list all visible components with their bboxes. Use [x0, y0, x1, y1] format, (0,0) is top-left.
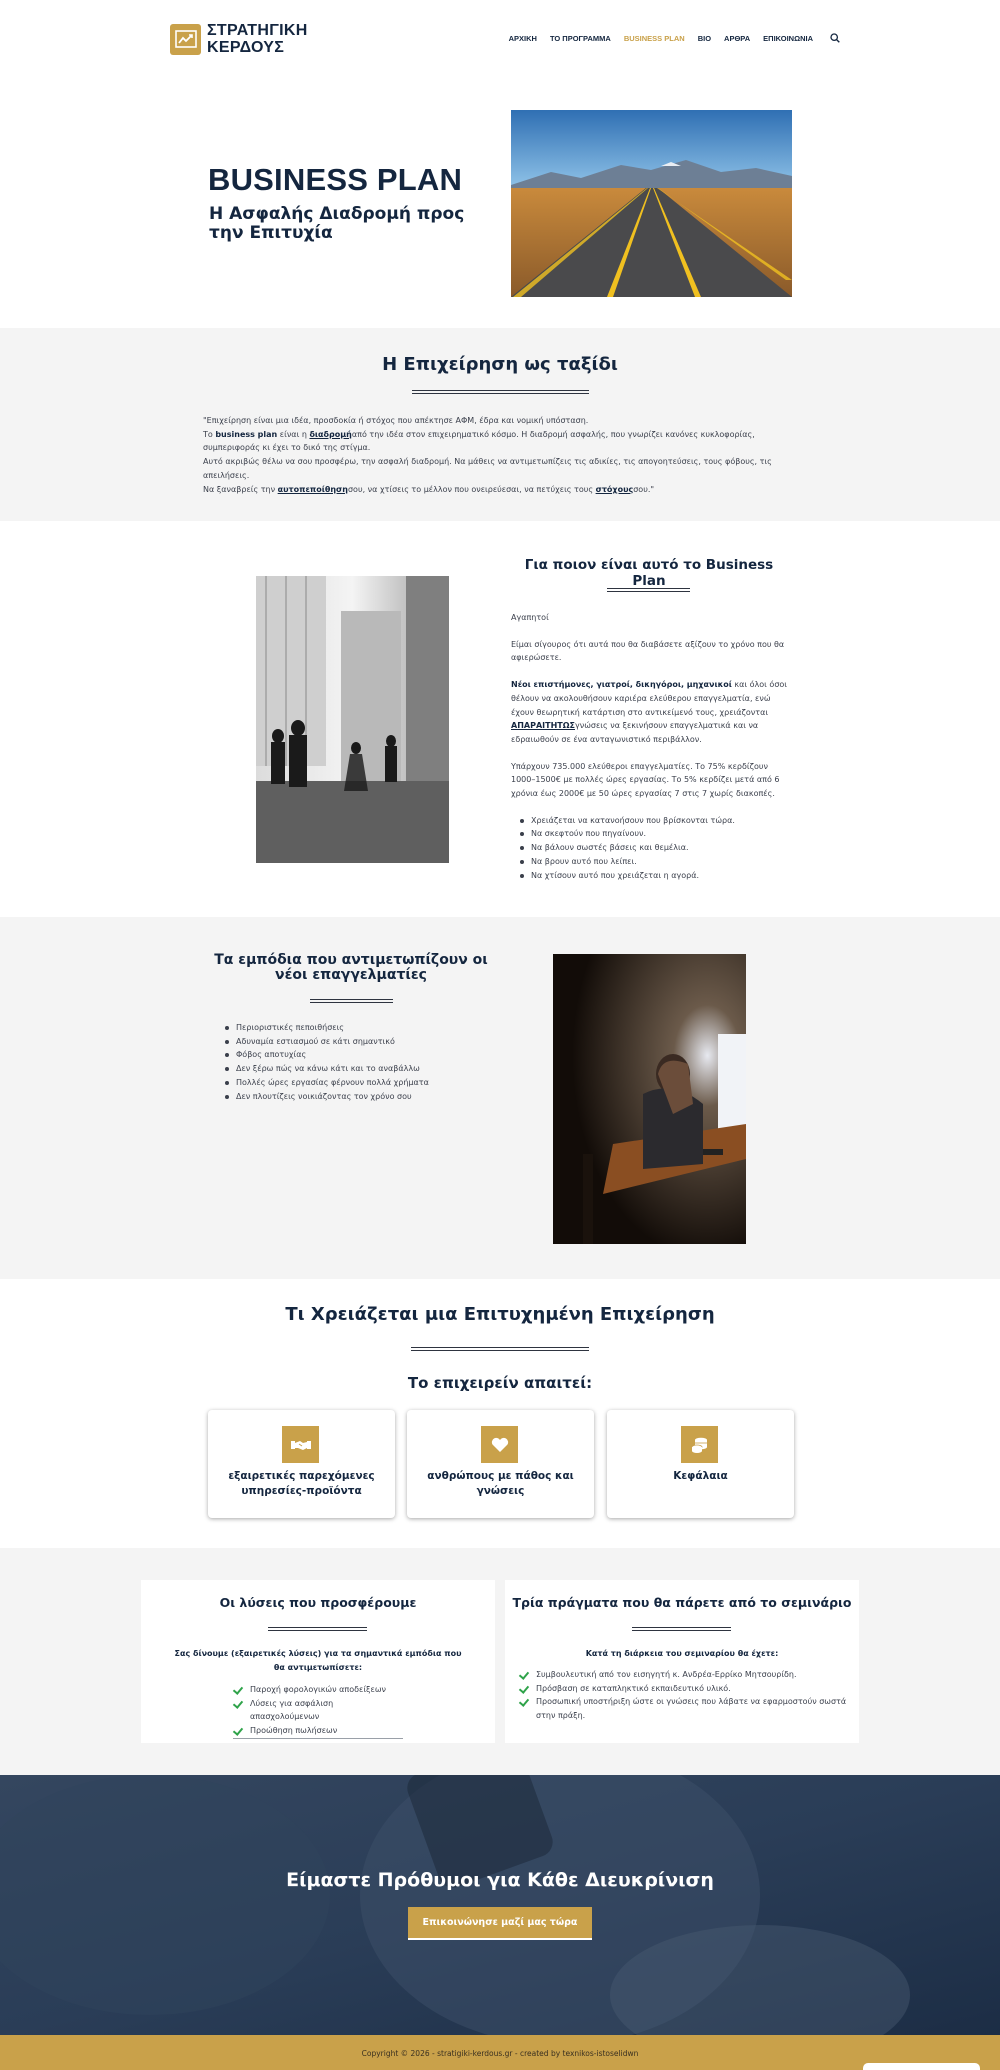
- floating-chip[interactable]: [863, 2063, 980, 2070]
- list-item: Παροχή φορολογικών αποδείξεων: [233, 1683, 403, 1697]
- card-services: [208, 1410, 395, 1518]
- journey-line4-c: σου, να χτίσεις το μέλλον που ονειρεύεσαι, να πετύχεις τους: [347, 484, 596, 494]
- list-item: Δεν ξέρω πώς να κάνω κάτι και το αναβάλλω: [216, 1062, 516, 1076]
- journey-text: [203, 414, 803, 496]
- audience-p2: [511, 678, 787, 747]
- audience-professions: Νέοι επιστήμονες, γιατροί, δικηγόροι, μηχανικοί: [511, 680, 732, 690]
- office-people-image: [256, 576, 449, 863]
- list-item: Προσωπική υποστήριξη ώστε οι γνώσεις που λάβατε να εφαρμοστούν σωστά στην πράξη.: [519, 1695, 847, 1722]
- solutions-intro: Σας δίνουμε (εξαιρετικές λύσεις) για τα σημαντικά εμπόδια που θα αντιμετωπίσετε:: [174, 1649, 462, 1672]
- coins-icon: [681, 1426, 718, 1463]
- needs-title: Τι Χρειάζεται μια Επιτυχημένη Επιχείρηση: [285, 1304, 715, 1325]
- cta-section: [0, 1775, 1000, 2035]
- journey-line2-e: από την ιδέα στον επιχειρηματικό κόσμο. Η διαδρομή ασφαλής, που γνωρίζει κανόνες κυκλοφορίας, συμπεριφοράς κι έχει το δικό της στίγμα.: [203, 429, 755, 453]
- hero-title: BUSINESS PLAN: [208, 162, 463, 197]
- seminar-list: [519, 1668, 847, 1722]
- nav-item-contact[interactable]: ΕΠΙΚΟΙΝΩΝΙΑ: [763, 33, 813, 43]
- list-item: Φόβος αποτυχίας: [216, 1048, 516, 1062]
- seminar-intro: Κατά τη διάρκεια του σεμιναρίου θα έχετε:: [585, 1649, 779, 1658]
- logo-line1: ΣΤΡΑΤΗΓΙΚΗ: [207, 22, 308, 39]
- obstacles-section: [0, 917, 1000, 1279]
- offers-section: [0, 1548, 1000, 1775]
- audience-p3: Υπάρχουν 735.000 ελεύθεροι επαγγελματίες. Το 75% κερδίζουν 1000–1500€ με πολλές ώρες εργασίας. Το 5% κερδίζει μετά από 6 χρόνια έως 2000€ με 50 ώρες εργασίας 7 στις 7 χωρίς διακοπές.: [511, 761, 780, 799]
- double-divider: [632, 1627, 731, 1631]
- list-item: Πρόσβαση σε καταπληκτικό εκπαιδευτικό υλικό.: [519, 1682, 847, 1696]
- audience-greeting: Αγαπητοί: [511, 613, 549, 622]
- logo-line2: ΚΕΡΔΟΥΣ: [207, 39, 285, 56]
- journey-line4-a: Να ξαναβρείς την: [203, 484, 278, 494]
- card-capital: [607, 1410, 794, 1518]
- audience-list: [511, 814, 787, 883]
- journey-line1: "Επιχείρηση είναι μια ιδέα, προσδοκία ή στόχος που απέκτησε ΑΦΜ, έδρα και νομική υπόσταση.: [203, 416, 589, 425]
- solutions-list: [233, 1683, 403, 1739]
- site-footer: [0, 2035, 1000, 2070]
- audience-p2-a: και όλοι όσοι θέλουν να ακολουθήσουν καριέρα ελεύθερου επαγγελματία, ενώ έχουν θεωρητική κατάρτιση στο αντικείμενό τους, χρειάζονται: [511, 680, 787, 717]
- nav-item-program[interactable]: ΤΟ ΠΡΟΓΡΑΜΜΑ: [549, 33, 611, 43]
- road-image: [511, 110, 792, 297]
- journey-section: [0, 328, 1000, 521]
- stressed-man-image: [553, 954, 746, 1244]
- list-item: Να σκεφτούν που πηγαίνουν.: [511, 827, 787, 841]
- journey-line2-c: είναι η: [277, 429, 310, 439]
- nav-item-articles[interactable]: ΑΡΘΡΑ: [724, 33, 751, 43]
- list-item: Προώθηση πωλήσεων: [233, 1724, 403, 1738]
- journey-title: Η Επιχείρηση ως ταξίδι: [382, 354, 618, 375]
- seminar-box: [505, 1580, 859, 1743]
- list-item: Δεν πλουτίζεις νοικιάζοντας τον χρόνο σου: [216, 1090, 516, 1104]
- list-item: Να βρουν αυτό που λείπει.: [511, 855, 787, 869]
- card-label: Κεφάλαια: [673, 1470, 728, 1482]
- journey-link-confidence[interactable]: αυτοπεποίθηση: [277, 484, 348, 494]
- solutions-box: [141, 1580, 495, 1743]
- list-item: Λύσεις για ασφάλιση απασχολούμενων: [233, 1697, 403, 1724]
- nav-item-bio[interactable]: BIO: [697, 33, 712, 43]
- needs-section: [0, 1279, 1000, 1548]
- cta-background: [0, 1775, 1000, 2035]
- journey-link-route[interactable]: διαδρομή: [309, 429, 352, 439]
- double-divider: [607, 588, 690, 592]
- contact-now-button[interactable]: Επικοινώνησε μαζί μας τώρα: [408, 1907, 592, 1940]
- audience-link-necessarily[interactable]: ΑΠΑΡΑΙΤΗΤΩΣ: [511, 721, 575, 731]
- list-item: Αδυναμία εστιασμού σε κάτι σημαντικό: [216, 1035, 516, 1049]
- list-item: Χρειάζεται να κατανοήσουν που βρίσκονται τώρα.: [511, 814, 787, 828]
- obstacles-title: Τα εμπόδια που αντιμετωπίζουν οι νέοι επαγγελματίες: [214, 952, 488, 983]
- journey-line3: Αυτό ακριβώς θέλω να σου προσφέρω, την ασφαλή διαδρομή. Να μάθεις να αντιμετωπίζεις τις αδικίες, τις απογοητεύσεις, τους φόβους, τις απειλήσεις.: [203, 457, 772, 480]
- copyright-text: Copyright © 2026 - stratigiki-kerdous.gr - created by texnikos-istoselidwn: [361, 2049, 639, 2058]
- journey-line2-a: Το: [203, 429, 216, 439]
- double-divider: [268, 1627, 367, 1631]
- solutions-title: Οι λύσεις που προσφέρουμε: [219, 1595, 417, 1610]
- audience-section: [0, 521, 1000, 917]
- needs-subtitle: Το επιχειρείν απαιτεί:: [407, 1374, 593, 1392]
- journey-link-goals[interactable]: στόχους: [595, 484, 634, 494]
- list-item: Να βάλουν σωστές βάσεις και θεμέλια.: [511, 841, 787, 855]
- journey-line4-e: σου.": [633, 484, 655, 494]
- list-item: Πολλές ώρες εργασίας φέρνουν πολλά χρήματα: [216, 1076, 516, 1090]
- list-item: Να χτίσουν αυτό που χρειάζεται η αγορά.: [511, 869, 787, 883]
- heart-icon: [481, 1426, 518, 1463]
- audience-p1: Είμαι σίγουρος ότι αυτά που θα διαβάσετε αξίζουν το χρόνο που θα αφιερώσετε.: [511, 639, 785, 663]
- audience-text: [511, 611, 787, 882]
- audience-p2-b: γνώσεις να ξεκινήσουν επαγγελματικά και να εδραιωθούν σε ένα ανταγωνιστικό περιβάλλον.: [511, 721, 759, 744]
- list-item: Περιοριστικές πεποιθήσεις: [216, 1021, 516, 1035]
- cta-title: Είμαστε Πρόθυμοι για Κάθε Διευκρίνιση: [286, 1869, 714, 1891]
- card-label: εξαιρετικές παρεχόμενες υπηρεσίες-προϊόντα: [228, 1470, 375, 1497]
- double-divider: [411, 1347, 589, 1351]
- double-divider: [412, 390, 589, 394]
- double-divider: [310, 999, 393, 1003]
- nav-item-business-plan[interactable]: BUSINESS PLAN: [623, 33, 685, 43]
- journey-bold-business-plan: business plan: [215, 429, 278, 439]
- list-item: Συμβουλευτική από τον εισηγητή κ. Ανδρέα-Ερρίκο Μητσουρίδη.: [519, 1668, 847, 1682]
- nav-item-home[interactable]: ΑΡΧΙΚΗ: [508, 33, 537, 43]
- hero: [0, 0, 1000, 328]
- handshake-icon: [282, 1426, 319, 1463]
- card-people: [407, 1410, 594, 1518]
- audience-title: Για ποιον είναι αυτό το Business Plan: [524, 557, 774, 589]
- obstacles-list: [216, 1021, 516, 1103]
- card-label: ανθρώπους με πάθος και γνώσεις: [427, 1470, 574, 1497]
- seminar-title: Τρία πράγματα που θα πάρετε από το σεμινάριο: [512, 1595, 852, 1610]
- hero-subtitle: Η Ασφαλής Διαδρομή προς την Επιτυχία: [209, 204, 465, 243]
